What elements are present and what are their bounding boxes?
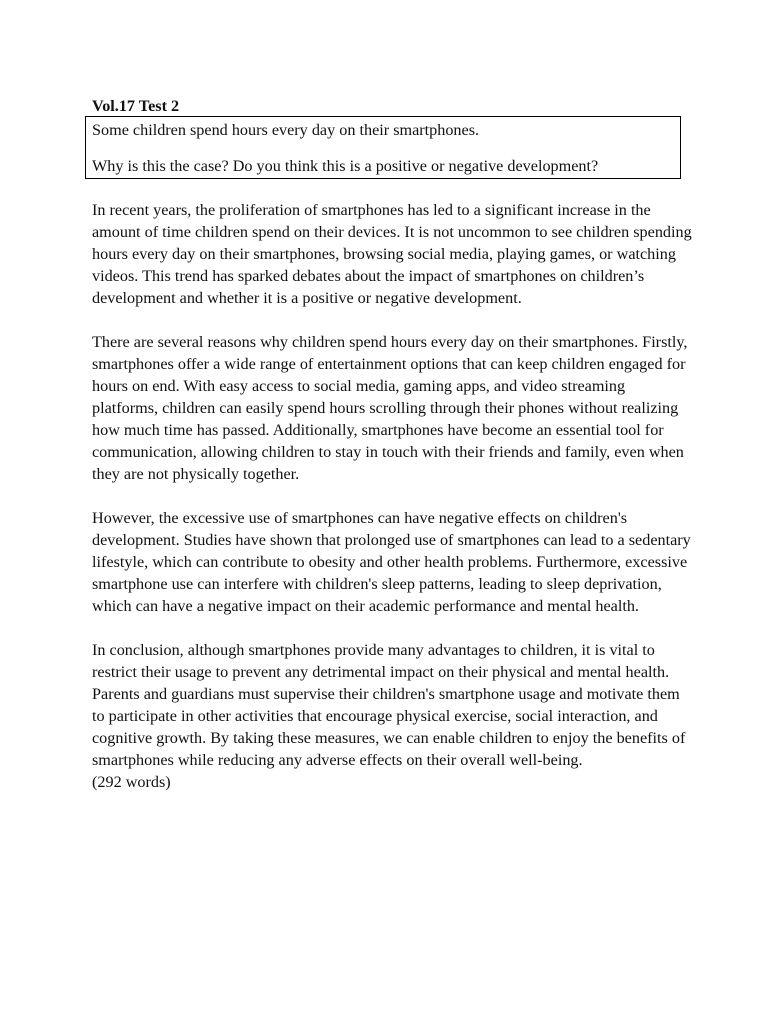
essay-paragraph-conclusion: In conclusion, although smartphones provide many advantages to children, it is vital to restrict their usage to prevent any detrimental impact on their physical and mental health. Parents and guardians must supervise their children's smartphone usage and motivate them to participate in other activities that encourage physical exercise, social interaction, and cognitive growth. By taking these measures, we can enable children to enjoy the benefits of smartphones while reducing any adverse effects on their overall well-being. [92,641,686,769]
word-count: (292 words) [92,773,171,791]
essay-paragraph-reasons: There are several reasons why children spend hours every day on their smartphones. Firstly, smartphones offer a wide range of entertainment options that can keep children engaged for hours on end. With easy access to social media, gaming apps, and video streaming platforms, children can easily spend hours scrolling through their phones without realizing how much time has passed. Additionally, smartphones have become an essential tool for communication, allowing children to stay in touch with their friends and family, even when they are not physically together. [92,333,688,483]
essay-body [92,199,692,793]
document-title: Vol.17 Test 2 [92,97,180,115]
prompt-box [85,116,681,179]
prompt-statement: Some children spend hours every day on their smartphones. [92,121,480,139]
prompt-question: Why is this the case? Do you think this is a positive or negative development? [92,157,599,175]
essay-paragraph-negative-effects: However, the excessive use of smartphones can have negative effects on children's development. Studies have shown that prolonged use of smartphones can lead to a sedentary lifestyle, which can contribute to obesity and other health problems. Furthermore, excessive smartphone use can interfere with children's sleep patterns, leading to sleep deprivation, which can have a negative impact on their academic performance and mental health. [92,509,691,615]
essay-paragraph-introduction: In recent years, the proliferation of smartphones has led to a significant increase in the amount of time children spend on their devices. It is not uncommon to see children spending hours every day on their smartphones, browsing social media, playing games, or watching videos. This trend has sparked debates about the impact of smartphones on children’s development and whether it is a positive or negative development. [92,201,692,307]
document-page [92,95,692,793]
